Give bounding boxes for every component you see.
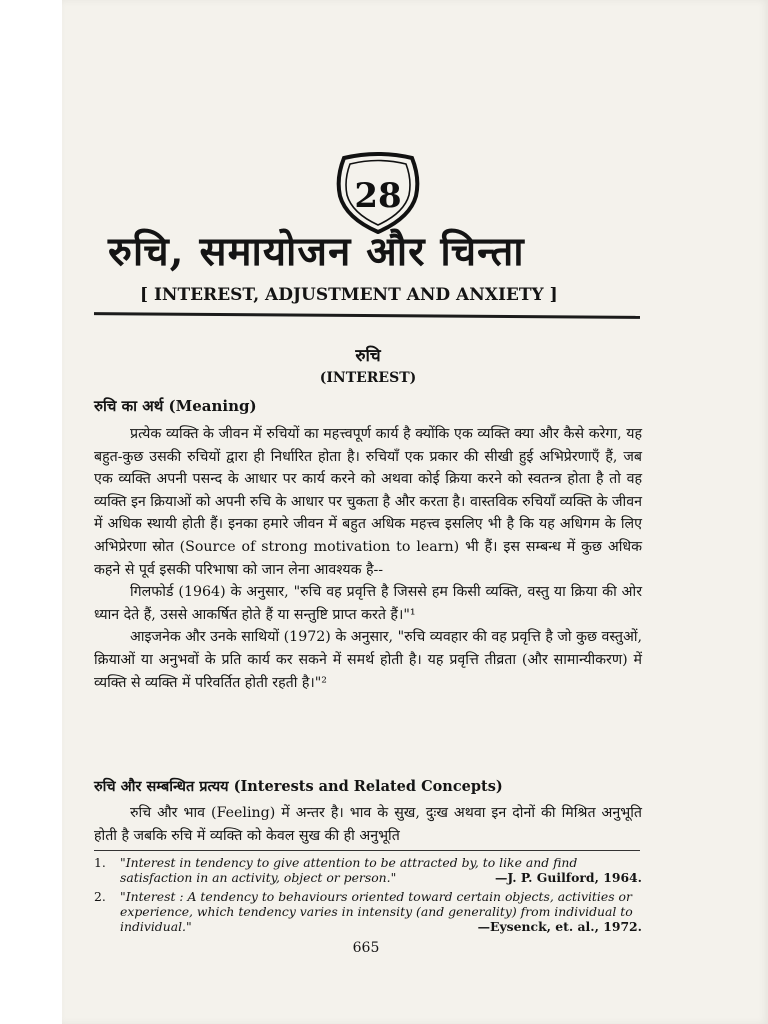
subsection-related-concepts <box>94 776 642 847</box>
footnote-divider <box>94 850 640 851</box>
paragraph: आइजनेक और उनके साथियों (1972) के अनुसार, "रुचि व्यवहार की वह प्रवृत्ति है जो कुछ वस्तुओं, क्रियाओं या अनुभवों के प्रति कार्य कर सकने में समर्थ होती है। यह प्रवृत्ति तीव्रता (और सामान्यीकरण) में व्यक्ति से व्यक्ति में परिवर्तित होती रहती है।"² <box>94 629 642 691</box>
footnote <box>94 889 642 934</box>
section-heading-hindi: रुचि <box>355 346 381 366</box>
chapter-title-hindi: रुचि, समायोजन और चिन्ता <box>108 228 525 275</box>
subsection-heading: रुचि और सम्बन्धित प्रत्यय (Interests and Related Concepts) <box>94 778 503 795</box>
footnote-source: —Eysenck, et. al., 1972. <box>477 919 642 934</box>
footnote-text: "Interest in tendency to give attention to be attracted by, to like and find satisfaction in an activity, object or person." <box>120 855 578 885</box>
section-heading-english: (INTEREST) <box>319 370 417 386</box>
footnote-source: —J. P. Guilford, 1964. <box>494 870 642 885</box>
paragraph: रुचि और भाव (Feeling) में अन्तर है। भाव के सुख, दुःख अथवा इन दोनों की मिश्रित अनुभूति होती है जबकि रुचि में व्यक्ति को केवल सुख की ही अनुभूति <box>94 805 642 844</box>
subsection-heading: रुचि का अर्थ (Meaning) <box>94 397 257 415</box>
footnote <box>94 855 642 885</box>
paragraph: गिलफोर्ड (1964) के अनुसार, "रुचि वह प्रवृत्ति है जिससे हम किसी व्यक्ति, वस्तु या क्रिया की ओर ध्यान देते हैं, उससे आकर्षित होते हैं या सन्तुष्टि प्राप्त करते हैं।"¹ <box>94 584 642 623</box>
footnote-text: "Interest : A tendency to behaviours oriented toward certain objects, activities or experience, which tendency varies in intensity (and generality) from individual to individual." <box>120 889 633 934</box>
footnote-number: 2. <box>94 889 106 904</box>
paragraph: प्रत्येक व्यक्ति के जीवन में रुचियों का महत्त्वपूर्ण कार्य है क्योंकि एक व्यक्ति क्या और कैसे करेगा, यह बहुत-कुछ उसकी रुचियों द्वारा ही निर्धारित होता है। रुचियाँ एक प्रकार की सीखी हुई अभिप्रेरणाएँ हैं, जब एक व्यक्ति अपनी पसन्द के आधार पर कार्य करने को अथवा कोई क्रिया करने को स्वतन्त्र होता है तो वह व्यक्ति इन क्रियाओं को अपनी रुचि के आधार पर चुकता है और करता है। वास्तविक रुचियाँ व्यक्ति के जीवन में अधिक स्थायी होती हैं। इनका हमारे जीवन में बहुत अधिक महत्त्व इसलिए भी है कि यह अधिगम के लिए अभिप्रेरणा स्रोत (Source of strong motivation to learn) भी हैं। इस सम्बन्ध में कुछ अधिक कहने से पूर्व इसकी परिभाषा को जान लेना आवश्यक है-- <box>94 426 642 578</box>
footnote-number: 1. <box>94 855 106 870</box>
chapter-number: 28 <box>354 176 402 216</box>
chapter-title-english: [ INTEREST, ADJUSTMENT AND ANXIETY ] <box>140 285 558 305</box>
page-number: 665 <box>352 940 380 956</box>
subsection-meaning <box>94 396 642 694</box>
